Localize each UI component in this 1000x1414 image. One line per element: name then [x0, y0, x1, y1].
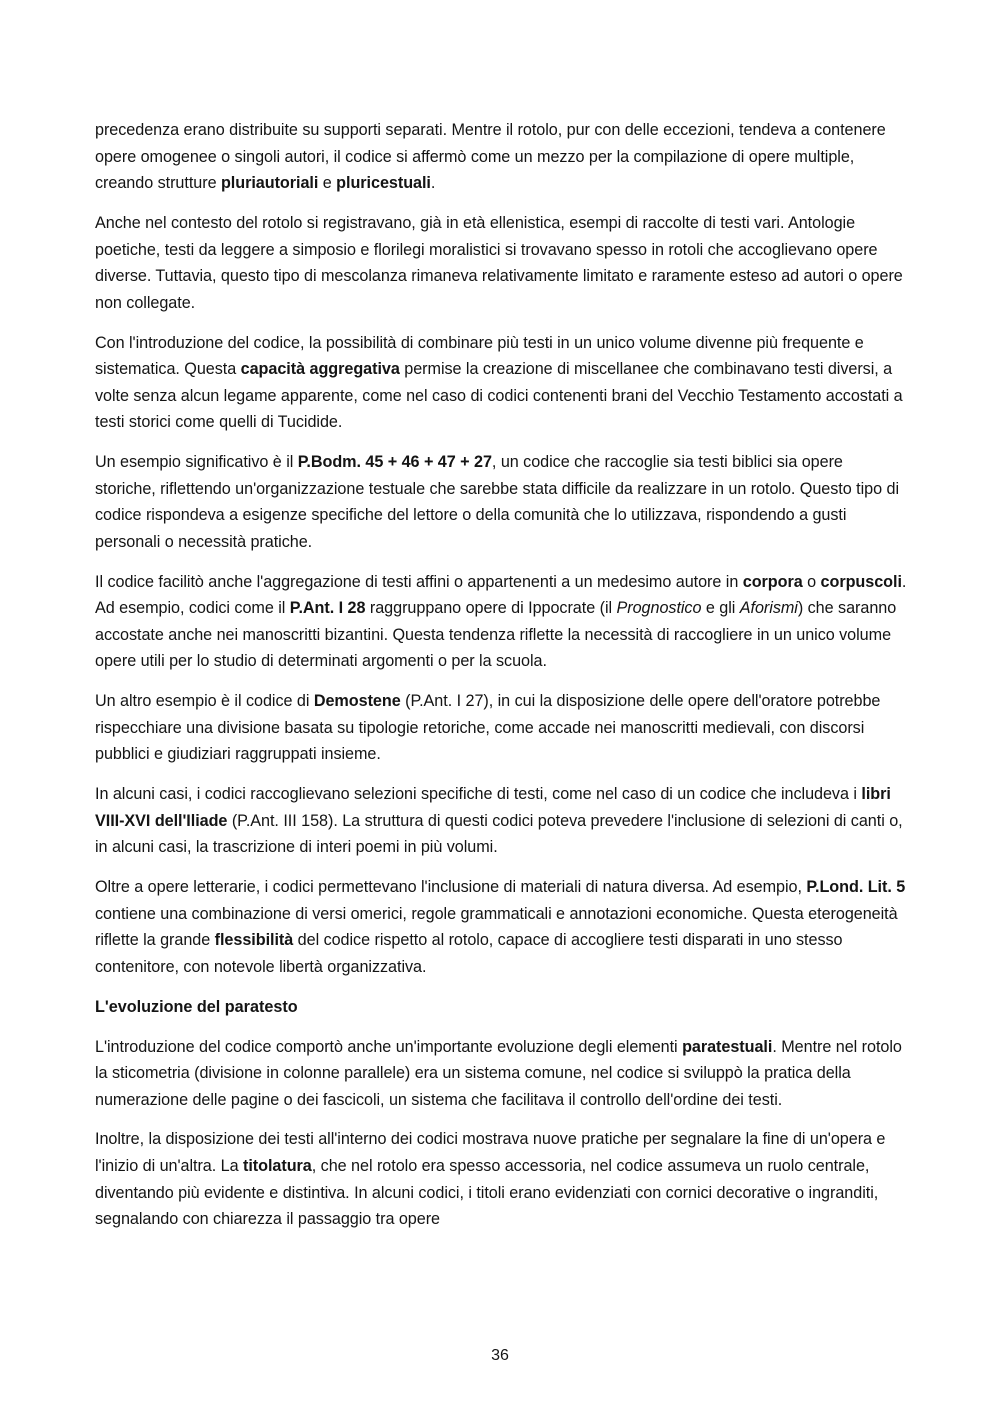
- text-run: .: [430, 174, 436, 193]
- bold-term: corpuscoli: [820, 572, 902, 591]
- bold-term: Demostene: [313, 692, 401, 711]
- text-run: Inoltre, la disposizione dei testi all'interno dei codici mostrava nuove pratiche per segnalare la fine di un'opera e l'inizio di un'altra. La: [95, 1130, 886, 1176]
- paragraph: [95, 1034, 907, 1114]
- paragraph: [95, 449, 907, 555]
- text-run: . Ad esempio, codici come il: [95, 572, 907, 618]
- text-run: Anche nel contesto del rotolo si registravano, già in età ellenistica, esempi di raccolte di testi vari. Antologie poetiche, testi da leggere a simposio e florilegi moralistici si trovavano spesso in rotoli che accoglievano opere diverse. Tuttavia, questo tipo di mescolanza rimaneva relativamente limitato e raramente esteso ad autori o opere non collegate.: [95, 213, 903, 312]
- text-run: del codice rispetto al rotolo, capace di accogliere testi disparati in uno stesso contenitore, con notevole libertà organizzativa.: [95, 931, 843, 976]
- paragraphs-after-heading: [95, 1034, 907, 1233]
- paragraph: [95, 1126, 907, 1232]
- paragraphs-before-heading: [95, 117, 907, 981]
- text-run: (P.Ant. I 27), in cui la disposizione delle opere dell'oratore potrebbe rispecchiare una divisione basata su tipologie retoriche, come accade nei manoscritti medievali, con discorsi pubblici e giudiziari raggruppati insieme.: [95, 692, 881, 764]
- text-run: . Mentre nel rotolo la sticometria (divisione in colonne parallele) era un sistema comune, nel codice si sviluppò la pratica della numerazione delle pagine o dei fascicoli, un sistema che facilitava il controllo dell'ordine dei testi.: [95, 1037, 902, 1109]
- text-run: contiene una combinazione di versi omerici, regole grammaticali e annotazioni economiche. Questa eterogeneità riflette la grande: [95, 904, 898, 950]
- text-run: (P.Ant. III 158). La struttura di questi codici poteva prevedere l'inclusione di selezioni di canti o, in alcuni casi, la trascrizione di interi poemi in più volumi.: [95, 811, 903, 857]
- bold-term: P.Lond. Lit. 5: [806, 878, 906, 897]
- text-run: precedenza erano distribuite su supporti separati. Mentre il rotolo, pur con delle eccezioni, tendeva a contenere opere omogenee o singoli autori, il codice si affermò come un mezzo per la compilazione di opere multiple, creando strutture: [95, 121, 886, 193]
- text-run: Un esempio significativo è il: [95, 453, 298, 472]
- text-run: , che nel rotolo era spesso accessoria, nel codice assumeva un ruolo centrale, diventando più evidente e distintiva. In alcuni codici, i titoli erano evidenziati con cornici decorative o ingranditi, segnalando con chiarezza il passaggio tra opere: [95, 1157, 879, 1229]
- section-heading: L'evoluzione del paratesto: [95, 997, 298, 1016]
- text-run: permise la creazione di miscellanee che combinavano testi diversi, a volte senza alcun legame apparente, come nel caso di codici contenenti brani del Vecchio Testamento accostati a testi storici come quelli di Tucidide.: [95, 360, 903, 432]
- paragraph: [95, 210, 907, 316]
- bold-term: paratestuali: [682, 1037, 773, 1056]
- italic-title: Prognostico: [616, 599, 702, 618]
- bold-term: libri VIII-XVI dell'Iliade: [95, 785, 891, 830]
- text-run: Il codice facilitò anche l'aggregazione di testi affini o appartenenti a un medesimo autore in: [95, 572, 743, 591]
- paragraph: [95, 117, 907, 197]
- bold-term: flessibilità: [214, 931, 294, 950]
- text-run: o: [802, 572, 821, 591]
- paragraph: [95, 874, 907, 980]
- bold-term: pluriautoriali: [220, 174, 319, 193]
- text-run: Con l'introduzione del codice, la possibilità di combinare più testi in un unico volume divenne più frequente e sistematica. Questa: [95, 333, 864, 379]
- bold-term: corpora: [742, 572, 803, 591]
- text-run: e: [318, 174, 337, 193]
- text-run: In alcuni casi, i codici raccoglievano selezioni specifiche di testi, come nel caso di un codice che includeva i: [95, 785, 862, 804]
- text-run: e gli: [701, 599, 740, 618]
- page-body: [95, 117, 907, 1246]
- page-number: 36: [491, 1347, 509, 1364]
- text-run: Un altro esempio è il codice di: [95, 692, 314, 711]
- bold-term: pluricestuali: [336, 174, 431, 193]
- bold-term: capacità aggregativa: [240, 360, 400, 379]
- text-run: Oltre a opere letterarie, i codici permettevano l'inclusione di materiali di natura diversa. Ad esempio,: [95, 878, 807, 897]
- paragraph: [95, 781, 907, 861]
- text-run: , un codice che raccoglie sia testi biblici sia opere storiche, riflettendo un'organizzazione testuale che sarebbe stata difficile da realizzare in un rotolo. Questo tipo di codice rispondeva a esigenze specifiche del lettore o della comunità che lo utilizzava, rispondendo a gusti personali o necessità pratiche.: [95, 453, 899, 551]
- text-run: ) che saranno accostate anche nei manoscritti bizantini. Questa tendenza riflette la necessità di raccogliere in un unico volume opere utili per lo studio di determinati argomenti o per la scuola.: [95, 599, 897, 671]
- bold-term: P.Ant. I 28: [289, 599, 366, 618]
- paragraph: [95, 330, 907, 436]
- italic-title: Aforismi: [739, 599, 798, 618]
- paragraph: [95, 569, 907, 675]
- text-run: L'introduzione del codice comportò anche un'importante evoluzione degli elementi: [95, 1037, 683, 1056]
- paragraph: [95, 688, 907, 768]
- bold-term: titolatura: [243, 1157, 312, 1176]
- text-run: raggruppano opere di Ippocrate (il: [365, 599, 617, 618]
- bold-term: P.Bodm. 45 + 46 + 47 + 27: [297, 453, 492, 472]
